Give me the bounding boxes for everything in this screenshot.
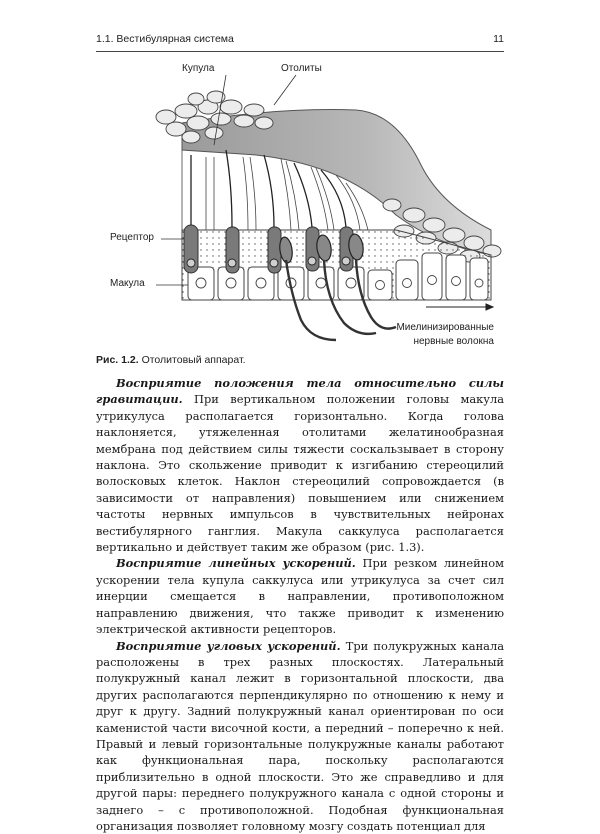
paragraph-body: Три полукружных канала расположены в трех разных плоскостях. Латеральный полукружный канал лежит в горизонтальной плоскости, два других располагаются перпендикулярно по отношению к нему и друг к другу. Задний полукружный канал ориентирован по оси каменистой части височной кости, а передний – поперечно к ней. Правый и левый горизонтальные полукружные каналы работают как функциональная пара, поскольку располагаются приблизительно в одной плоскости. Это же справедливо и для другой пары: переднего полукружного канала с одной стороны и заднего – с противоположной. Подобная функциональная организация позволяет головному мозгу создать потенциал для — [96, 639, 504, 833]
running-header — [96, 33, 504, 51]
section-title: 1.1. Вестибулярная система — [96, 33, 234, 45]
figure-caption — [96, 354, 504, 366]
paragraph-lead: Восприятие угловых ускорений. — [116, 639, 341, 653]
otolith-illustration — [96, 55, 504, 355]
page-number: 11 — [493, 33, 504, 45]
paragraph-body: При резком линейном ускорении тела купула саккулуса или утрикулуса за счет сил инерции смещается в направлении, противоположном направлению движения, что также приводит к изменению электрической активности рецепторов. — [96, 556, 504, 636]
header-rule — [96, 51, 504, 52]
paragraph-lead: Восприятие линейных ускорений. — [116, 556, 356, 570]
paragraph-linear — [96, 555, 504, 637]
paragraph-angular — [96, 638, 504, 834]
direction-arrow — [426, 304, 493, 310]
paragraph-body: При вертикальном положении головы макула утрикулуса располагается горизонтально. Когда голова наклоняется, утяжеленная отолитами желатинообразная мембрана под действием силы тяжести соскальзывает в сторону наклона. Это скольжение приводит к изгибанию стереоцилий волосковых клеток. Наклон стереоцилий сопровождается (в зависимости от направления) повышением или снижением частоты нервных импульсов в чувствительных нейронах вестибулярного ганглия. Макула саккулуса располагается вертикально и действует таким же образом (рис. 1.3). — [96, 392, 504, 554]
label-macula: Макула — [110, 278, 145, 289]
label-nerve-fibers-line2: нервные волокна — [413, 336, 494, 347]
label-nerve-fibers-line1: Миелинизированные — [396, 322, 494, 333]
caption-number: Рис. 1.2. — [96, 354, 139, 366]
caption-text: Отолитовый аппарат. — [139, 354, 246, 366]
label-cupula: Купула — [182, 63, 214, 74]
paragraph-gravity — [96, 375, 504, 555]
paragraph-lead: Восприятие положения тела относительно силы гравитации. — [96, 376, 504, 406]
label-otoliths: Отолиты — [281, 63, 322, 74]
otolith-figure — [96, 55, 504, 355]
label-receptor: Рецептор — [110, 232, 154, 243]
body-text — [96, 375, 504, 834]
